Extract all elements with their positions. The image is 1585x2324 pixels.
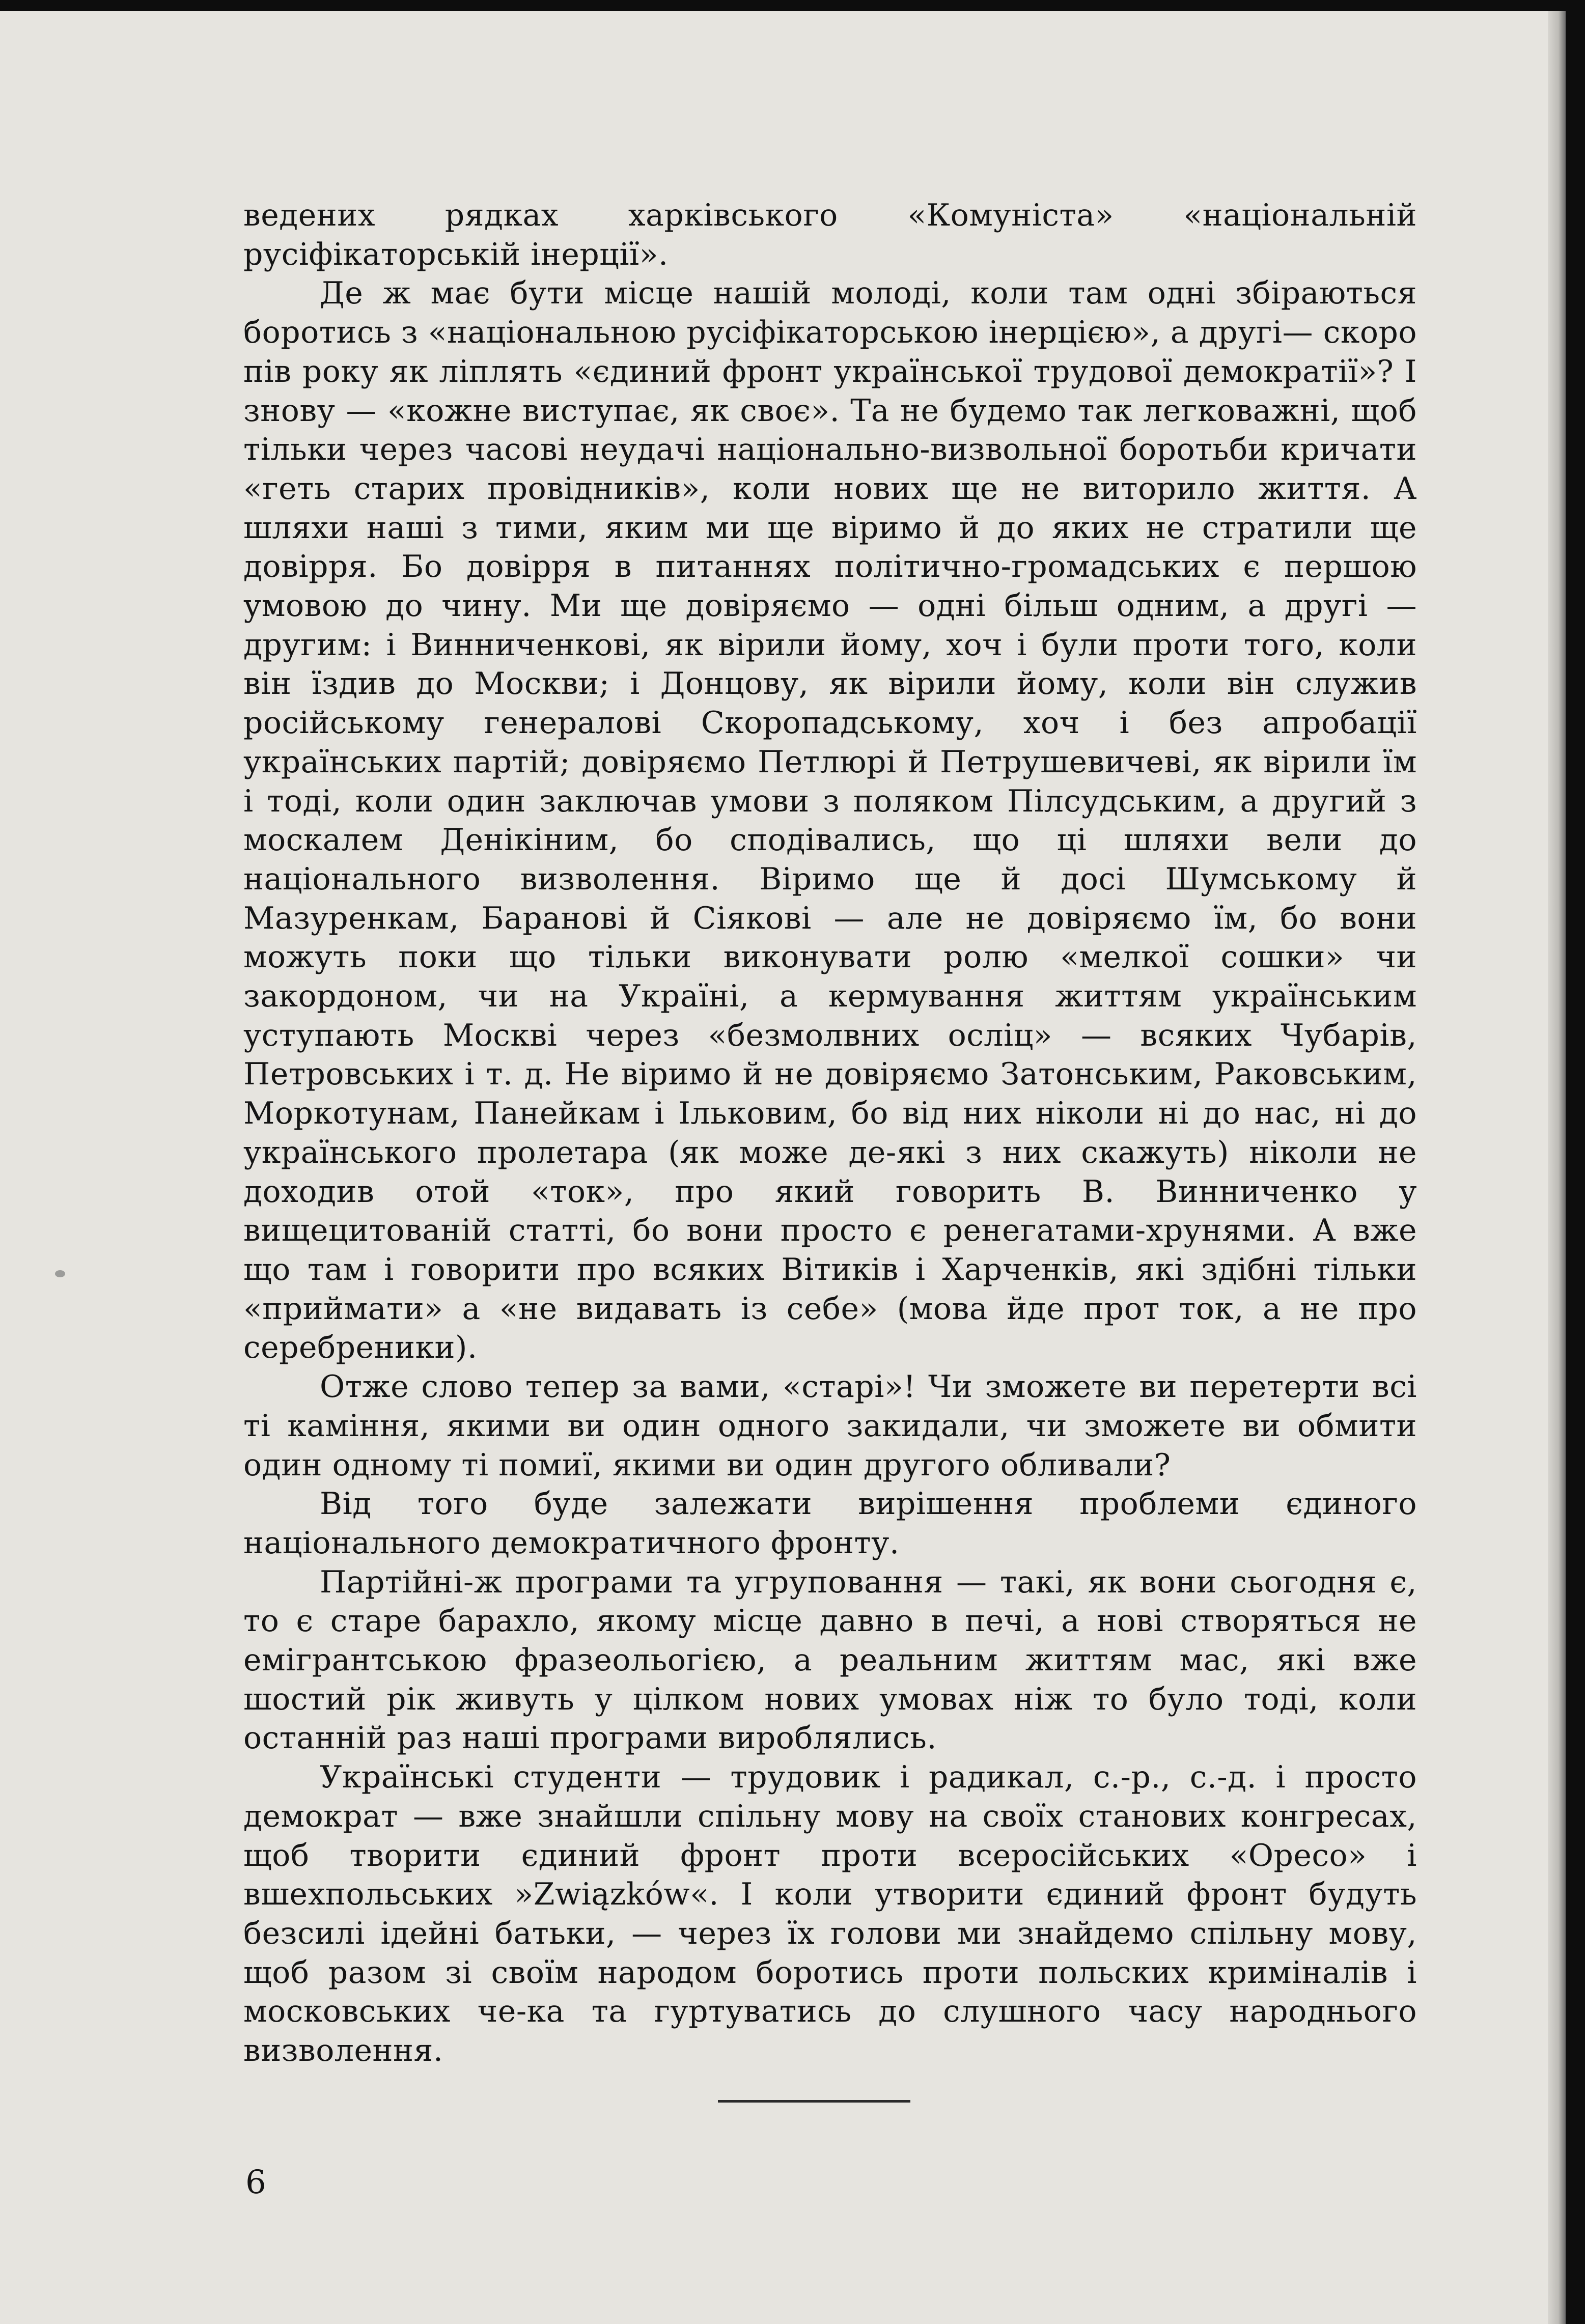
body-text [243,196,1417,2070]
scan-speck [55,1270,65,1277]
paragraph: Від того буде залежати вирішення проблеми єдиного національного демократичного фронту. [243,1486,1417,1561]
section-divider [718,2100,910,2103]
page-edge-shadow [1548,11,1566,2324]
page-number: 6 [245,2164,266,2201]
paragraph: Українські студенти — трудовик і радикал, с.-р., с.-д. і просто демократ — вже знайшли спільну мову на своїх станових конгресах, щоб творити єдиний фронт проти всеросійських «Оресо» і вшехпольських »Związków«. І коли утворити єдиний фронт будуть безсилі ідейні батьки, — через їх голови ми знайдемо спільну мову, щоб разом зі своїм народом боротись проти польских криміналів і московських че-ка та гуртуватись до слушного часу народнього визволення. [243,1759,1417,2069]
paragraph: Де ж має бути місце нашій молоді, коли там одні збіраються боротись з «національною русіфікаторською інерцією», а другі— скоро пів року як ліплять «єдиний фронт української трудової демократії»? І знову — «кожне виступає, як своє». Та не будемо так легковажні, щоб тільки через часові неудачі національно-визвольної боротьби кричати «геть старих провідників», коли нових ще не виторило життя. А шляхи наші з тими, яким ми ще віримо й до яких не стратили ще довірря. Бо довірря в питаннях політично-громадських є першою умовою до чину. Ми ще довіряємо — одні більш одним, а другі — другим: і Винниченкові, як вірили йому, хоч і були проти того, коли він їздив до Москви; і Донцову, як вірили йому, коли він служив російському генералові Скоропадському, хоч і без апробації українських партій; довіряємо Петлюрі й Петрушевичеві, як вірили їм і тоді, коли один заключав умови з поляком Пілсудським, а другий з москалем Денікіним, бо сподівались, що ці шляхи вели до національного визволення. Віримо ще й досі Шумському й Мазуренкам, Баранові й Сіякові — але не довіряємо їм, бо вони можуть поки що тільки виконувати ролю «мелкої сошки» чи закордоном, чи на Україні, а кермування життям українським уступають Москві через «безмолвних осліц» — всяких Чубарів, Петровських і т. д. Не віримо й не довіряємо Затонським, Раковським, Моркотунам, Панейкам і Ільковим, бо від них ніколи ні до нас, ні до українського пролетара (як може де-які з них скажуть) ніколи не доходив отой «ток», про який говорить В. Винниченко у вищецитованій статті, бо вони просто є ренегатами-хрунями. А вже що там і говорити про всяких Вітиків і Харченків, які здібні тільки «приймати» а «не видавать із себе» (мова йде прот ток, а не про серебреники). [243,275,1417,1366]
paragraph: Партійні-ж програми та угруповання — такі, як вони сьогодня є, то є старе барахло, якому місце давно в печі, а нові створяться не емігрантською фразеольогією, а реальним життям мас, які вже шостий рік живуть у цілком нових умовах ніж то було тоді, коли останній раз наші програми вироблялись. [243,1564,1417,1756]
paragraph-continuation: ведених рядках харківського «Комуніста» «національній русіфікаторській інерції». [243,198,1417,272]
paragraph: Отже слово тепер за вами, «старі»! Чи зможете ви перетерти всі ті каміння, якими ви один одного закидали, чи зможете ви обмити один одному ті помиї, якими ви один другого обливали? [243,1369,1417,1483]
